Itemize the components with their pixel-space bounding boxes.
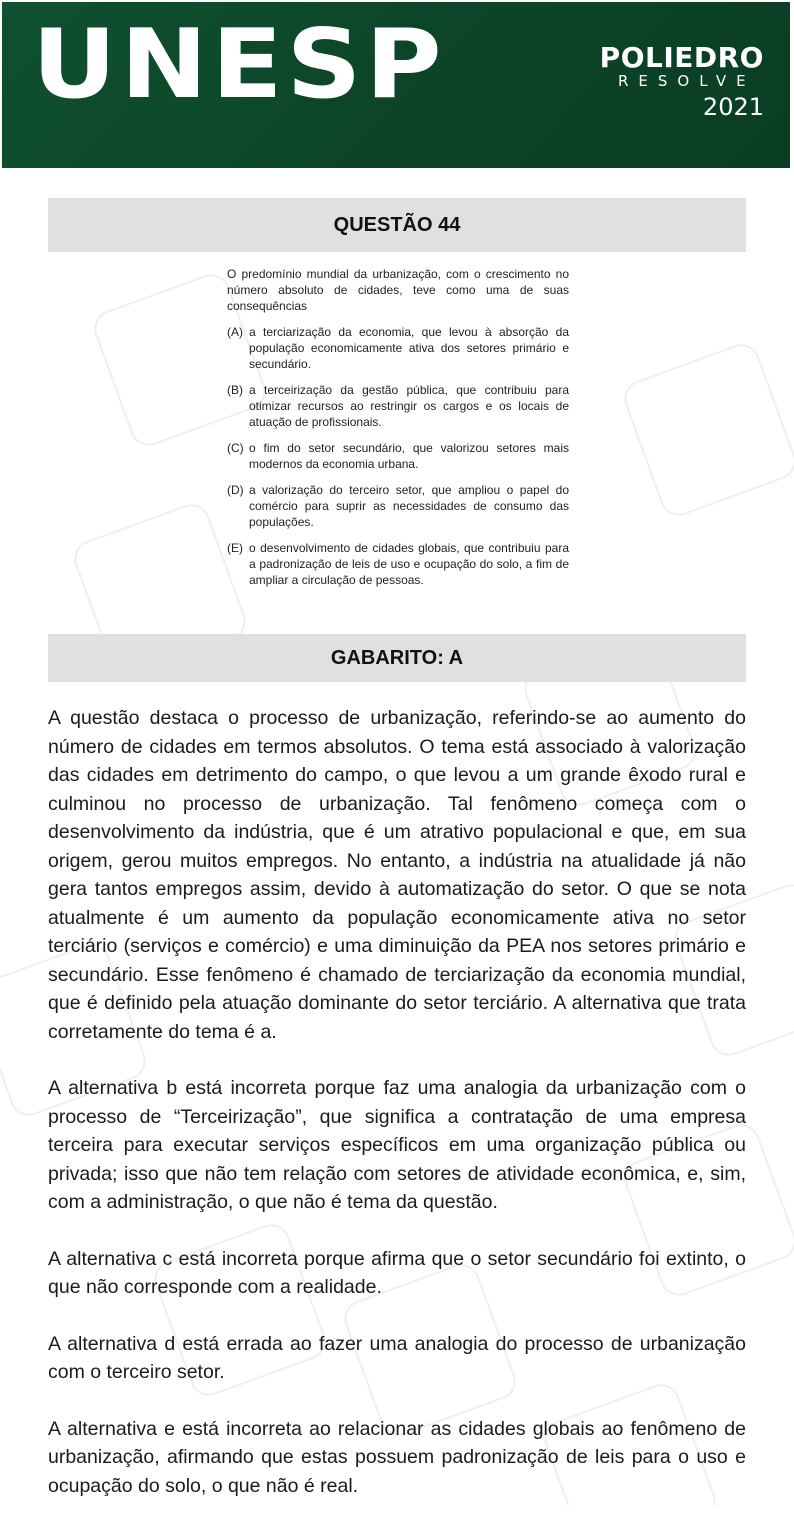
brand-subtitle: RESOLVE [617, 72, 756, 90]
option-text: a terceirização da gestão pública, que contribuiu para otimizar recursos ao restringir os cargos e os locais de atuação de profissionais. [249, 383, 569, 429]
option-b [227, 382, 569, 430]
question-prompt: O predomínio mundial da urbanização, com o crescimento no número absoluto de cidades, teve como uma de suas consequências [227, 267, 569, 313]
option-c [227, 440, 569, 472]
question-block [227, 266, 569, 598]
explanation-paragraph: A alternativa e está incorreta ao relacionar as cidades globais ao fenômeno de urbanização, afirmando que estas possuem padronização de leis para o uso e ocupação do solo, o que não é real. [48, 1417, 746, 1497]
poliedro-brand [599, 41, 764, 121]
option-text: o desenvolvimento de cidades globais, que contribuiu para a padronização de leis de uso e ocupação do solo, a fim de ampliar a circulação de pessoas. [249, 541, 569, 587]
answer-explanation [48, 704, 746, 1528]
explanation-paragraph: A alternativa d está errada ao fazer uma analogia do processo de urbanização com o terceiro setor. [48, 1332, 746, 1383]
option-text: o fim do setor secundário, que valorizou setores mais modernos da economia urbana. [249, 441, 569, 471]
option-text: a terciarização da economia, que levou à absorção da população economicamente ativa dos setores primário e secundário. [249, 325, 569, 371]
option-letter: (A) [227, 325, 243, 339]
exam-year: 2021 [702, 93, 764, 121]
unesp-logo: UNESP [32, 7, 446, 120]
option-letter: (C) [227, 441, 244, 455]
explanation-paragraph: A alternativa b está incorreta porque faz uma analogia da urbanização com o processo de “Terceirização”, que significa a contratação de uma empresa terceira para executar serviços específicos em uma organização pública ou privada; isso que não tem relação com setores de atividade econômica, e, sim, com a administração, o que não é tema da questão. [48, 1077, 746, 1213]
option-letter: (D) [227, 483, 244, 497]
header-banner [2, 2, 790, 168]
option-a [227, 324, 569, 372]
option-d [227, 482, 569, 530]
answer-title: GABARITO: A [48, 634, 746, 682]
question-title: QUESTÃO 44 [48, 198, 746, 252]
explanation-paragraph: A questão destaca o processo de urbanização, referindo-se ao aumento do número de cidades em termos absolutos. O tema está associado à valorização das cidades em detrimento do campo, o que levou a um grande êxodo rural e culminou no processo de urbanização. Tal fenômeno começa com o desenvolvimento da indústria, que é um atrativo populacional e que, em sua origem, gerou muitos empregos. No entanto, a indústria na atualidade já não gera tantos empregos assim, devido à automatização do setor. O que se nota atualmente é um aumento da população economicamente ativa no setor terciário (serviços e comércio) e uma diminuição da PEA nos setores primário e secundário. Esse fenômeno é chamado de terciarização da economia mundial, que é definido pela atuação dominante do setor terciário. A alternativa que trata corretamente do tema é a. [48, 707, 746, 1043]
explanation-paragraph: A alternativa c está incorreta porque afirma que o setor secundário foi extinto, o que não corresponde com a realidade. [48, 1247, 746, 1298]
option-e [227, 540, 569, 588]
brand-name: POLIEDRO [599, 41, 764, 74]
option-text: a valorização do terceiro setor, que ampliou o papel do comércio para suprir as necessidades de consumo das populações. [249, 483, 569, 529]
option-letter: (E) [227, 541, 243, 555]
option-letter: (B) [227, 383, 243, 397]
